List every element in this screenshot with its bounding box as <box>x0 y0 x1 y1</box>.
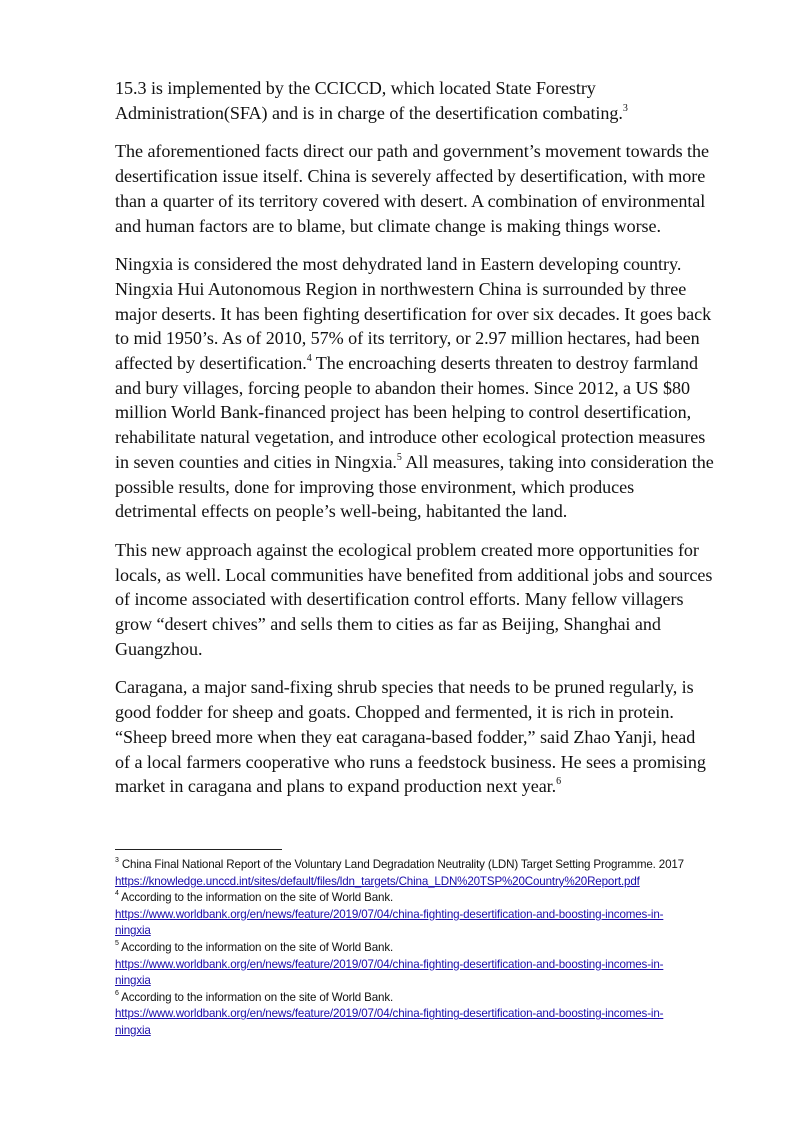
footnote-link[interactable]: https://www.worldbank.org/en/news/feature/2019/07/04/china-fighting-desertification-and-boosting-incomes-in- <box>115 957 664 971</box>
footnote-text: According to the information on the site of World Bank. <box>118 990 394 1004</box>
text-run: desertification issue itself. China is severely affected by desertification, with more <box>115 166 706 187</box>
footnote-marker[interactable]: 5 <box>396 451 402 463</box>
text-run: This new approach against the ecological problem created more opportunities for <box>115 539 699 560</box>
paragraph-line <box>115 214 747 239</box>
paragraph-line <box>115 750 747 775</box>
footnote-number: 5 <box>115 940 119 948</box>
text-run: affected by desertification. <box>115 353 307 374</box>
paragraph-line <box>115 425 747 450</box>
paragraph-line <box>115 101 747 126</box>
footnote-marker[interactable]: 4 <box>306 353 312 364</box>
paragraph-line <box>115 376 747 401</box>
paragraph-line <box>115 700 747 725</box>
body-paragraph <box>115 139 747 238</box>
paragraph-line <box>115 400 747 425</box>
footnote-link-line <box>115 1006 747 1023</box>
footnote-link[interactable]: ningxia <box>115 974 151 988</box>
paragraph-line <box>115 326 747 351</box>
paragraph-line <box>115 475 747 500</box>
paragraph-line <box>115 587 747 612</box>
text-run: Caragana, a major sand-fixing shrub species that needs to be pruned regularly, is <box>115 677 694 698</box>
footnote-link[interactable]: https://www.worldbank.org/en/news/feature/2019/07/04/china-fighting-desertification-and-boosting-incomes-in- <box>115 907 664 921</box>
document-body <box>115 76 747 813</box>
text-run: The aforementioned facts direct our path and government’s movement towards the <box>115 141 709 162</box>
text-run: locals, as well. Local communities have benefited from additional jobs and sources <box>115 564 713 585</box>
footnote-link-line <box>115 907 747 924</box>
text-run: and bury villages, forcing people to abandon their homes. Since 2012, a US $80 <box>115 377 690 398</box>
footnote-link[interactable]: ningxia <box>115 1023 151 1037</box>
paragraph-line <box>115 189 747 214</box>
footnote-link-line <box>115 874 747 891</box>
paragraph-line <box>115 612 747 637</box>
paragraph-line <box>115 563 747 588</box>
text-run: of income associated with desertification control efforts. Many fellow villagers <box>115 589 684 610</box>
footnote-list <box>115 857 747 1040</box>
text-run: in seven counties and cities in Ningxia. <box>115 451 397 472</box>
paragraph-line <box>115 164 747 189</box>
text-run: million World Bank-financed project has been helping to control desertification, <box>115 402 692 423</box>
footnote-text: China Final National Report of the Voluntary Land Degradation Neutrality (LDN) Target Setting Programme. 2017 <box>118 858 684 871</box>
text-run: Ningxia is considered the most dehydrated land in Eastern developing country. <box>115 254 682 275</box>
paragraph-line <box>115 725 747 750</box>
footnote-marker[interactable]: 6 <box>556 776 562 788</box>
text-run: Guangzhou. <box>115 638 203 659</box>
paragraph-line <box>115 76 747 101</box>
text-run: grow “desert chives” and sells them to cities as far as Beijing, Shanghai and <box>115 614 661 635</box>
paragraph-line <box>115 139 747 164</box>
text-run: major deserts. It has been fighting desertification for over six decades. It goes back <box>115 303 712 324</box>
text-run: possible results, done for improving those environment, which produces <box>115 476 635 497</box>
footnote-marker[interactable]: 3 <box>622 102 628 114</box>
text-run: market in caragana and plans to expand production next year. <box>115 776 557 797</box>
text-run: Administration(SFA) and is in charge of the desertification combating. <box>115 102 623 123</box>
text-run: than a quarter of its territory covered with desert. A combination of environmental <box>115 190 706 211</box>
footnote-link-line <box>115 957 747 974</box>
paragraph-line <box>115 351 747 376</box>
paragraph-line <box>115 637 747 662</box>
footnote-text: According to the information on the site of World Bank. <box>118 891 394 905</box>
paragraph-line <box>115 252 747 277</box>
text-run: good fodder for sheep and goats. Chopped and fermented, it is rich in protein. <box>115 702 674 723</box>
paragraph-line <box>115 302 747 327</box>
text-run: 15.3 is implemented by the CCICCD, which located State Forestry <box>115 78 596 98</box>
text-run: and human factors are to blame, but climate change is making things worse. <box>115 215 661 236</box>
footnote-number: 6 <box>115 989 119 997</box>
footnote-link[interactable]: ningxia <box>115 924 151 938</box>
footnote-link-line <box>115 1023 747 1040</box>
footnote-text-line <box>115 990 747 1007</box>
footnote <box>115 940 747 990</box>
footnote-link-line <box>115 973 747 990</box>
footnote-text-line <box>115 890 747 907</box>
body-paragraph <box>115 76 747 125</box>
footnote <box>115 990 747 1040</box>
footnote-number: 4 <box>115 890 119 898</box>
footnote-number: 3 <box>115 857 119 865</box>
paragraph-line <box>115 277 747 302</box>
text-run: Ningxia Hui Autonomous Region in northwestern China is surrounded by three <box>115 278 687 299</box>
footnote-text-line <box>115 940 747 957</box>
text-run: “Sheep breed more when they eat caragana-based fodder,” said Zhao Yanji, head <box>115 726 696 747</box>
footnotes-section <box>115 849 747 1040</box>
text-run: All measures, taking into consideration the <box>401 451 714 472</box>
body-paragraph <box>115 675 747 799</box>
paragraph-line <box>115 499 747 524</box>
paragraph-line <box>115 450 747 475</box>
footnote-text: According to the information on the site of World Bank. <box>118 940 394 954</box>
footnote-link[interactable]: https://knowledge.unccd.int/sites/default/files/ldn_targets/China_LDN%20TSP%20Country%20Report.pdf <box>115 874 640 888</box>
footnote-link[interactable]: https://www.worldbank.org/en/news/feature/2019/07/04/china-fighting-desertification-and-boosting-incomes-in- <box>115 1007 664 1021</box>
text-run: detrimental effects on people’s well-being, habitanted the land. <box>115 501 568 522</box>
body-paragraph <box>115 252 747 524</box>
footnote-text-line <box>115 857 747 874</box>
body-paragraph <box>115 538 747 662</box>
paragraph-line <box>115 538 747 563</box>
footnote-link-line <box>115 923 747 940</box>
footnote <box>115 857 747 890</box>
footnote <box>115 890 747 940</box>
text-run: of a local farmers cooperative who runs a feedstock business. He sees a promising <box>115 751 706 772</box>
text-run: rehabilitate natural vegetation, and introduce other ecological protection measures <box>115 427 706 448</box>
footnote-separator <box>115 849 282 850</box>
text-run: to mid 1950’s. As of 2010, 57% of its territory, or 2.97 million hectares, had been <box>115 328 700 349</box>
paragraph-line <box>115 774 747 799</box>
paragraph-line <box>115 675 747 700</box>
text-run: The encroaching deserts threaten to destroy farmland <box>311 353 699 374</box>
